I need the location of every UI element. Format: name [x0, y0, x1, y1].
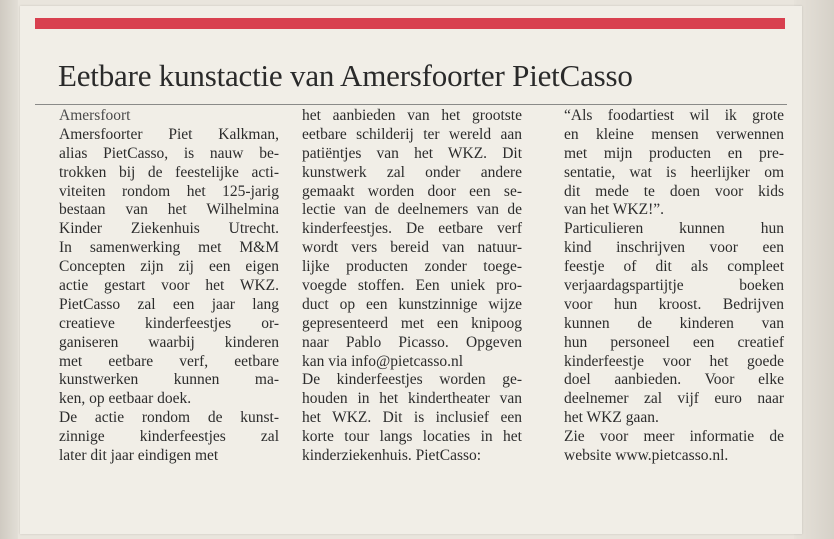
text-line: het aanbieden van het grootste	[302, 107, 522, 124]
text-line: voegde stoffen. Een uniek pro-	[302, 277, 522, 295]
text-line: sentatie, wat is heerlijker om	[564, 163, 784, 181]
article-column-2	[302, 107, 522, 466]
column-3-body	[564, 107, 784, 466]
article-column-1	[59, 107, 279, 466]
column-1-body	[59, 126, 279, 466]
text-line: kunstwerken kunnen ma-	[59, 371, 279, 389]
newspaper-clipping	[20, 6, 802, 534]
text-line: naar Pablo Picasso. Opgeven	[302, 333, 522, 351]
text-line: deelnemer zal vijf euro naar	[564, 390, 784, 408]
text-line: met mijn producten en pre-	[564, 144, 784, 162]
text-line: met eetbare verf, eetbare	[59, 352, 279, 370]
text-line: alias PietCasso, is nauw be-	[59, 144, 279, 162]
text-line: en kleine mensen verwennen	[564, 125, 784, 143]
text-line: lijke producten zonder toege-	[302, 258, 522, 276]
red-header-rule	[35, 18, 785, 29]
text-line: actie gestart voor het WKZ.	[59, 277, 279, 295]
column-2-body	[302, 107, 522, 466]
text-line: eetbare schilderij ter wereld aan	[302, 125, 522, 143]
text-line: doel aanbieden. Voor elke	[564, 371, 784, 389]
text-line: verjaardagspartijtje boeken	[564, 277, 784, 295]
text-line: Kinder Ziekenhuis Utrecht.	[59, 220, 279, 238]
text-line: wordt vers bereid van natuur-	[302, 239, 522, 257]
text-line: hun personeel een creatief	[564, 333, 784, 351]
text-line: Zie voor meer informatie de	[564, 428, 784, 446]
text-line: het WKZ. Dit is inclusief een	[302, 409, 522, 427]
text-line: viteiten rondom het 125-jarig	[59, 182, 279, 200]
text-line: In samenwerking met M&M	[59, 239, 279, 257]
text-line: zinnige kinderfeestjes zal	[59, 428, 279, 446]
text-line: houden in het kindertheater van	[302, 390, 522, 408]
text-line: De actie rondom de kunst-	[59, 409, 279, 427]
text-line: ken, op eetbaar doek.	[59, 390, 192, 408]
text-line: Concepten zijn zij een eigen	[59, 258, 279, 276]
article-dateline: Amersfoort	[59, 107, 131, 124]
text-line: gemaakt worden door een se-	[302, 182, 522, 200]
text-line: lectie van de deelnemers van de	[302, 201, 522, 219]
article-column-3	[564, 107, 784, 466]
headline-divider	[35, 104, 787, 105]
text-line: “Als foodartiest wil ik grote	[564, 107, 784, 124]
text-line: patiëntjes van het WKZ. Dit	[302, 144, 522, 162]
text-line: kind inschrijven voor een	[564, 239, 784, 257]
text-line: het WKZ gaan.	[564, 409, 659, 427]
text-line: PietCasso zal een jaar lang	[59, 295, 279, 313]
text-line: gepresenteerd met een knipoog	[302, 314, 522, 332]
article-headline: Eetbare kunstactie van Amersfoorter PietCasso	[58, 58, 633, 93]
text-line: Amersfoorter Piet Kalkman,	[59, 125, 279, 143]
text-line: website www.pietcasso.nl.	[564, 447, 729, 465]
text-line: feestje of dit als compleet	[564, 258, 784, 276]
text-line: ganiseren waarbij kinderen	[59, 333, 279, 351]
text-line: duct op een kunstzinnige wijze	[302, 295, 522, 313]
text-line: later dit jaar eindigen met	[59, 447, 219, 465]
text-line: bestaan van het Wilhelmina	[59, 201, 279, 219]
text-line: De kinderfeestjes worden ge-	[302, 371, 522, 389]
text-line: kunnen de kinderen van	[564, 314, 784, 332]
text-line: trokken bij de feestelijke acti-	[59, 163, 279, 181]
text-line: Particulieren kunnen hun	[564, 220, 784, 238]
text-line: kinderziekenhuis. PietCasso:	[302, 447, 482, 465]
text-line: dit mede te doen voor kids	[564, 182, 784, 200]
text-line: kinderfeestjes. De eetbare verf	[302, 220, 522, 238]
text-line: korte tour langs locaties in het	[302, 428, 522, 446]
text-line: creatieve kinderfeestjes or-	[59, 314, 279, 332]
text-line: kan via info@pietcasso.nl	[302, 352, 464, 370]
scan-background-left	[0, 0, 18, 539]
text-line: voor hun kroost. Bedrijven	[564, 295, 784, 313]
text-line: kinderfeestje voor het goede	[564, 352, 784, 370]
text-line: van het WKZ!”.	[564, 201, 664, 219]
text-line: kunstwerk zal onder andere	[302, 163, 522, 181]
